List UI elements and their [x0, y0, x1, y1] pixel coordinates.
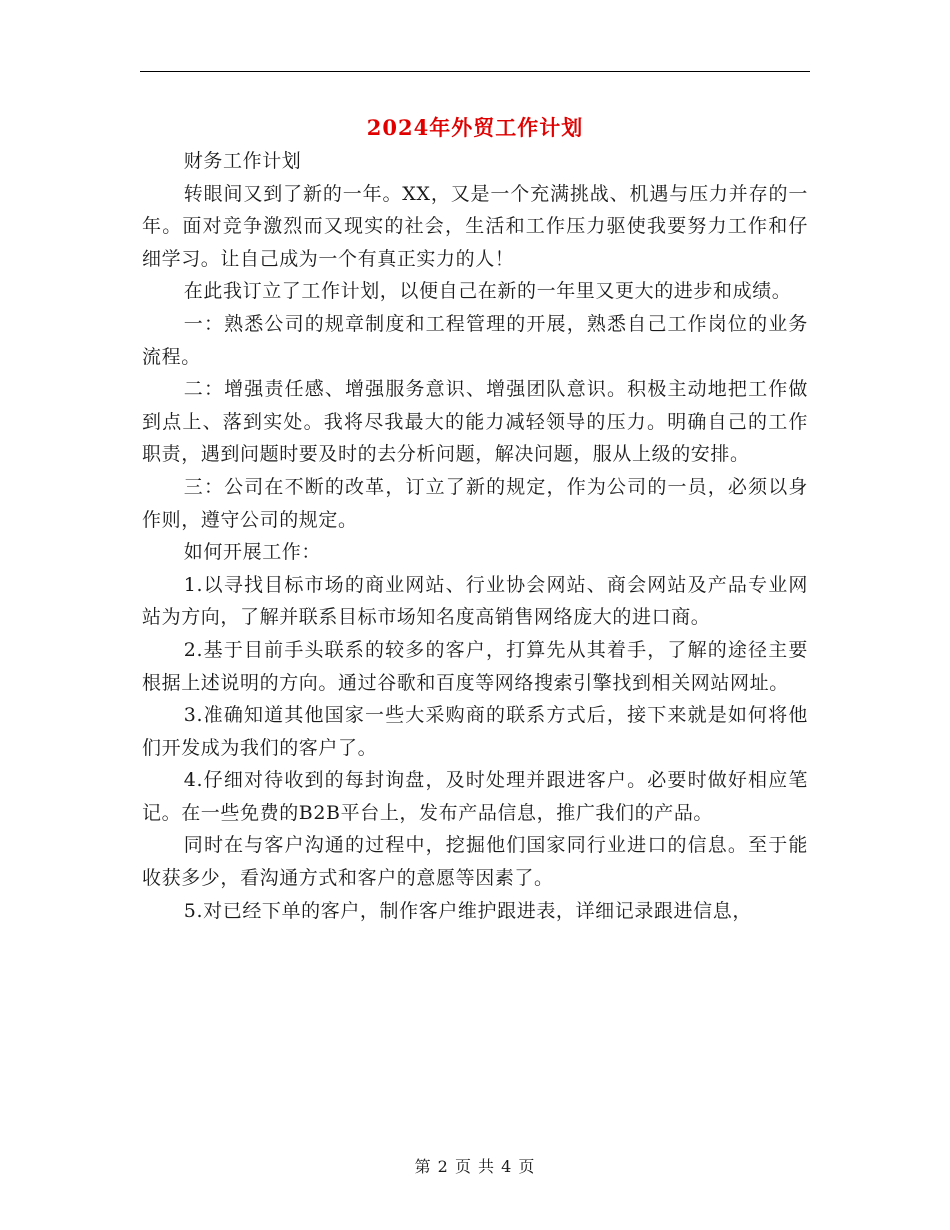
paragraph: 一：熟悉公司的规章制度和工程管理的开展，熟悉自己工作岗位的业务流程。 [142, 312, 808, 368]
paragraph: 3.准确知道其他国家一些大采购商的联系方式后，接下来就是如何将他们开发成为我们的客户了。 [142, 704, 808, 759]
paragraph: 如何开展工作： [183, 541, 321, 564]
paragraph: 5.对已经下单的客户，制作客户维护跟进表，详细记录跟进信息， [183, 899, 752, 922]
paragraph: 在此我订立了工作计划，以便自己在新的一年里又更大的进步和成绩。 [183, 280, 792, 303]
paragraph: 二：增强责任感、增强服务意识、增强团队意识。积极主动地把工作做到点上、落到实处。我将尽我最大的能力减轻领导的压力。明确自己的工作职责，遇到问题时要及时的去分析问题，解决问题，服从上级的安排。 [142, 378, 808, 466]
paragraph: 同时在与客户沟通的过程中，挖掘他们国家同行业进口的信息。至于能收获多少，看沟通方式和客户的意愿等因素了。 [142, 834, 808, 890]
page-number: 第 2 页 共 4 页 [414, 1157, 536, 1176]
paragraph: 1.以寻找目标市场的商业网站、行业协会网站、商会网站及产品专业网站为方向，了解并联系目标市场知名度高销售网络庞大的进口商。 [142, 573, 808, 629]
paragraph: 转眼间又到了新的一年。XX，又是一个充满挑战、机遇与压力并存的一年。面对竞争激烈而又现实的社会，生活和工作压力驱使我要努力工作和仔细学习。让自己成为一个有真正实力的人！ [142, 182, 808, 270]
paragraph: 三：公司在不断的改革，订立了新的规定，作为公司的一员，必须以身作则，遵守公司的规定。 [142, 475, 808, 531]
header-rule [140, 71, 810, 72]
paragraph: 2.基于目前手头联系的较多的客户，打算先从其着手，了解的途径主要根据上述说明的方向。通过谷歌和百度等网络搜索引擎找到相关网站网址。 [142, 638, 808, 694]
paragraph: 4.仔细对待收到的每封询盘，及时处理并跟进客户。必要时做好相应笔记。在一些免费的B2B平台上，发布产品信息，推广我们的产品。 [142, 769, 808, 824]
document-title: 2024年外贸工作计划 [366, 115, 584, 140]
document-body [142, 145, 808, 927]
paragraph: 财务工作计划 [183, 150, 302, 172]
